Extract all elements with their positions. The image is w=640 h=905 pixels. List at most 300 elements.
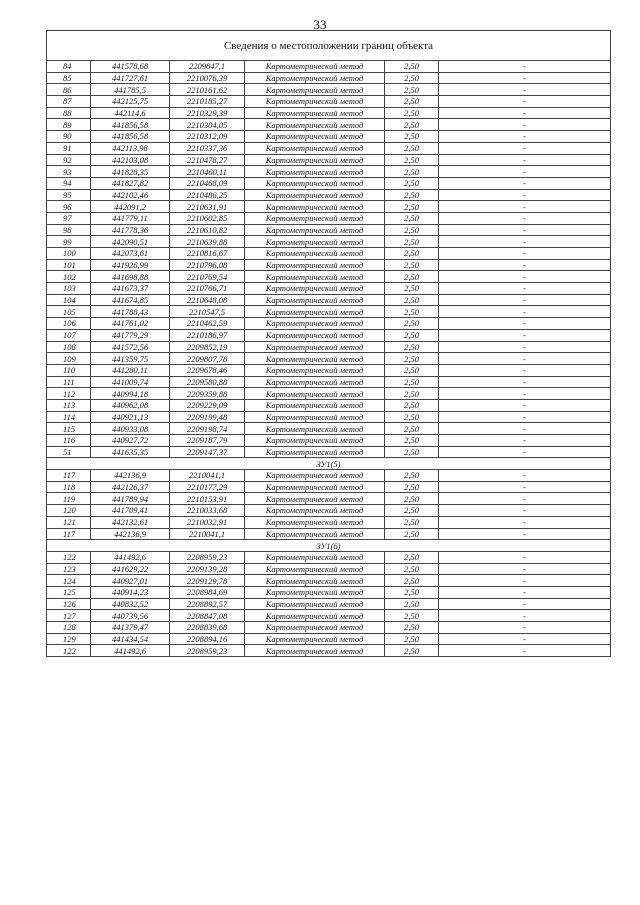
method-cell: Картометрический метод	[245, 84, 385, 96]
x-coordinate-cell: 442136,9	[91, 528, 170, 540]
method-cell: Картометрический метод	[245, 645, 385, 657]
y-coordinate-cell: 2209852,19	[170, 341, 245, 353]
y-coordinate-cell: 2209199,48	[170, 411, 245, 423]
note-cell: -	[439, 586, 611, 598]
table-row	[47, 633, 611, 645]
method-cell: Картометрический метод	[245, 271, 385, 283]
accuracy-cell: 2,50	[385, 131, 439, 143]
y-coordinate-cell: 2209139,28	[170, 563, 245, 575]
x-coordinate-cell: 442091,2	[91, 201, 170, 213]
point-number-cell: 89	[47, 119, 91, 131]
section-row	[47, 540, 611, 552]
y-coordinate-cell: 2209198,74	[170, 423, 245, 435]
accuracy-cell: 2,50	[385, 142, 439, 154]
method-cell: Картометрический метод	[245, 435, 385, 447]
table-row	[47, 598, 611, 610]
accuracy-cell: 2,50	[385, 423, 439, 435]
method-cell: Картометрический метод	[245, 119, 385, 131]
y-coordinate-cell: 2210076,39	[170, 72, 245, 84]
y-coordinate-cell: 2208847,08	[170, 610, 245, 622]
point-number-cell: 99	[47, 236, 91, 248]
y-coordinate-cell: 2209129,78	[170, 575, 245, 587]
x-coordinate-cell: 441009,74	[91, 376, 170, 388]
method-cell: Картометрический метод	[245, 189, 385, 201]
note-cell: -	[439, 493, 611, 505]
y-coordinate-cell: 2210648,08	[170, 294, 245, 306]
y-coordinate-cell: 2210610,82	[170, 224, 245, 236]
method-cell: Картометрический метод	[245, 423, 385, 435]
method-cell: Картометрический метод	[245, 142, 385, 154]
table-row	[47, 563, 611, 575]
x-coordinate-cell: 442132,61	[91, 516, 170, 528]
x-coordinate-cell: 440994,18	[91, 388, 170, 400]
x-coordinate-cell: 441926,99	[91, 259, 170, 271]
accuracy-cell: 2,50	[385, 505, 439, 517]
y-coordinate-cell: 2209580,88	[170, 376, 245, 388]
method-cell: Картометрический метод	[245, 633, 385, 645]
point-number-cell: 126	[47, 598, 91, 610]
note-cell: -	[439, 294, 611, 306]
method-cell: Картометрический метод	[245, 306, 385, 318]
accuracy-cell: 2,50	[385, 446, 439, 458]
x-coordinate-cell: 441789,94	[91, 493, 170, 505]
point-number-cell: 118	[47, 481, 91, 493]
table-row	[47, 388, 611, 400]
table-row	[47, 470, 611, 482]
y-coordinate-cell: 2210460,11	[170, 166, 245, 178]
point-number-cell: 109	[47, 353, 91, 365]
method-cell: Картометрический метод	[245, 551, 385, 563]
y-coordinate-cell: 2208984,69	[170, 586, 245, 598]
table-row	[47, 96, 611, 108]
x-coordinate-cell: 441379,47	[91, 622, 170, 634]
x-coordinate-cell: 441572,56	[91, 341, 170, 353]
method-cell: Картометрический метод	[245, 516, 385, 528]
point-number-cell: 96	[47, 201, 91, 213]
note-cell: -	[439, 131, 611, 143]
point-number-cell: 113	[47, 399, 91, 411]
x-coordinate-cell: 441779,29	[91, 329, 170, 341]
y-coordinate-cell: 2210337,36	[170, 142, 245, 154]
y-coordinate-cell: 2208892,57	[170, 598, 245, 610]
table-row	[47, 586, 611, 598]
point-number-cell: 92	[47, 154, 91, 166]
accuracy-cell: 2,50	[385, 283, 439, 295]
accuracy-cell: 2,50	[385, 84, 439, 96]
page-number: 33	[313, 17, 327, 32]
accuracy-cell: 2,50	[385, 318, 439, 330]
y-coordinate-cell: 2210329,39	[170, 107, 245, 119]
point-number-cell: 87	[47, 96, 91, 108]
table-row	[47, 329, 611, 341]
accuracy-cell: 2,50	[385, 166, 439, 178]
y-coordinate-cell: 2210468,09	[170, 177, 245, 189]
table-row	[47, 294, 611, 306]
table-row	[47, 201, 611, 213]
accuracy-cell: 2,50	[385, 107, 439, 119]
method-cell: Картометрический метод	[245, 470, 385, 482]
accuracy-cell: 2,50	[385, 119, 439, 131]
table-row	[47, 645, 611, 657]
point-number-cell: 97	[47, 212, 91, 224]
method-cell: Картометрический метод	[245, 236, 385, 248]
x-coordinate-cell: 441492,6	[91, 551, 170, 563]
x-coordinate-cell: 441674,85	[91, 294, 170, 306]
accuracy-cell: 2,50	[385, 411, 439, 423]
table-row	[47, 166, 611, 178]
y-coordinate-cell: 2208894,16	[170, 633, 245, 645]
table-row	[47, 84, 611, 96]
table-row	[47, 364, 611, 376]
point-number-cell: 90	[47, 131, 91, 143]
y-coordinate-cell: 2208959,23	[170, 645, 245, 657]
note-cell: -	[439, 96, 611, 108]
point-number-cell: 106	[47, 318, 91, 330]
accuracy-cell: 2,50	[385, 622, 439, 634]
x-coordinate-cell: 441434,54	[91, 633, 170, 645]
note-cell: -	[439, 341, 611, 353]
x-coordinate-cell: 441280,11	[91, 364, 170, 376]
point-number-cell: 91	[47, 142, 91, 154]
method-cell: Картометрический метод	[245, 329, 385, 341]
y-coordinate-cell: 2210796,08	[170, 259, 245, 271]
boundary-coordinates-table	[46, 30, 611, 657]
y-coordinate-cell: 2210769,54	[170, 271, 245, 283]
table-row	[47, 189, 611, 201]
x-coordinate-cell: 441828,35	[91, 166, 170, 178]
note-cell: -	[439, 610, 611, 622]
y-coordinate-cell: 2210304,05	[170, 119, 245, 131]
point-number-cell: 86	[47, 84, 91, 96]
accuracy-cell: 2,50	[385, 586, 439, 598]
note-cell: -	[439, 575, 611, 587]
y-coordinate-cell: 2209359,88	[170, 388, 245, 400]
x-coordinate-cell: 442113,98	[91, 142, 170, 154]
accuracy-cell: 2,50	[385, 376, 439, 388]
point-number-cell: 111	[47, 376, 91, 388]
note-cell: -	[439, 212, 611, 224]
note-cell: -	[439, 446, 611, 458]
x-coordinate-cell: 442126,37	[91, 481, 170, 493]
method-cell: Картометрический метод	[245, 318, 385, 330]
note-cell: -	[439, 271, 611, 283]
point-number-cell: 51	[47, 446, 91, 458]
table-row	[47, 131, 611, 143]
note-cell: -	[439, 107, 611, 119]
accuracy-cell: 2,50	[385, 201, 439, 213]
y-coordinate-cell: 2209147,37	[170, 446, 245, 458]
note-cell: -	[439, 399, 611, 411]
method-cell: Картометрический метод	[245, 505, 385, 517]
note-cell: -	[439, 283, 611, 295]
y-coordinate-cell: 2210816,67	[170, 248, 245, 260]
note-cell: -	[439, 154, 611, 166]
note-cell: -	[439, 72, 611, 84]
accuracy-cell: 2,50	[385, 224, 439, 236]
point-number-cell: 93	[47, 166, 91, 178]
x-coordinate-cell: 440921,13	[91, 411, 170, 423]
accuracy-cell: 2,50	[385, 563, 439, 575]
y-coordinate-cell: 2210639,88	[170, 236, 245, 248]
note-cell: -	[439, 224, 611, 236]
y-coordinate-cell: 2210185,27	[170, 96, 245, 108]
accuracy-cell: 2,50	[385, 353, 439, 365]
x-coordinate-cell: 441629,22	[91, 563, 170, 575]
y-coordinate-cell: 2208839,68	[170, 622, 245, 634]
x-coordinate-cell: 442073,61	[91, 248, 170, 260]
note-cell: -	[439, 622, 611, 634]
x-coordinate-cell: 441635,35	[91, 446, 170, 458]
accuracy-cell: 2,50	[385, 575, 439, 587]
accuracy-cell: 2,50	[385, 470, 439, 482]
note-cell: -	[439, 598, 611, 610]
table-row	[47, 154, 611, 166]
point-number-cell: 88	[47, 107, 91, 119]
point-number-cell: 85	[47, 72, 91, 84]
note-cell: -	[439, 119, 611, 131]
table-row	[47, 142, 611, 154]
note-cell: -	[439, 645, 611, 657]
accuracy-cell: 2,50	[385, 364, 439, 376]
y-coordinate-cell: 2210486,25	[170, 189, 245, 201]
note-cell: -	[439, 61, 611, 73]
accuracy-cell: 2,50	[385, 493, 439, 505]
x-coordinate-cell: 442125,75	[91, 96, 170, 108]
note-cell: -	[439, 329, 611, 341]
note-cell: -	[439, 411, 611, 423]
accuracy-cell: 2,50	[385, 551, 439, 563]
x-coordinate-cell: 440914,23	[91, 586, 170, 598]
y-coordinate-cell: 2210041,1	[170, 470, 245, 482]
section-label: ЗУ1(6)	[47, 540, 611, 552]
y-coordinate-cell: 2210766,71	[170, 283, 245, 295]
x-coordinate-cell: 441359,75	[91, 353, 170, 365]
x-coordinate-cell: 441698,88	[91, 271, 170, 283]
note-cell: -	[439, 177, 611, 189]
note-cell: -	[439, 470, 611, 482]
x-coordinate-cell: 441709,41	[91, 505, 170, 517]
note-cell: -	[439, 166, 611, 178]
note-cell: -	[439, 633, 611, 645]
y-coordinate-cell: 2209678,46	[170, 364, 245, 376]
y-coordinate-cell: 2209187,79	[170, 435, 245, 447]
point-number-cell: 129	[47, 633, 91, 645]
note-cell: -	[439, 376, 611, 388]
method-cell: Картометрический метод	[245, 294, 385, 306]
method-cell: Картометрический метод	[245, 598, 385, 610]
table-row	[47, 283, 611, 295]
table-row	[47, 236, 611, 248]
note-cell: -	[439, 481, 611, 493]
point-number-cell: 110	[47, 364, 91, 376]
note-cell: -	[439, 435, 611, 447]
accuracy-cell: 2,50	[385, 96, 439, 108]
accuracy-cell: 2,50	[385, 236, 439, 248]
x-coordinate-cell: 440933,08	[91, 423, 170, 435]
method-cell: Картометрический метод	[245, 446, 385, 458]
table-row	[47, 528, 611, 540]
accuracy-cell: 2,50	[385, 306, 439, 318]
accuracy-cell: 2,50	[385, 598, 439, 610]
method-cell: Картометрический метод	[245, 283, 385, 295]
table-row	[47, 341, 611, 353]
x-coordinate-cell: 441761,02	[91, 318, 170, 330]
method-cell: Картометрический метод	[245, 610, 385, 622]
point-number-cell: 100	[47, 248, 91, 260]
note-cell: -	[439, 236, 611, 248]
point-number-cell: 101	[47, 259, 91, 271]
accuracy-cell: 2,50	[385, 388, 439, 400]
accuracy-cell: 2,50	[385, 248, 439, 260]
point-number-cell: 117	[47, 528, 91, 540]
table-row	[47, 446, 611, 458]
accuracy-cell: 2,50	[385, 154, 439, 166]
y-coordinate-cell: 2210312,09	[170, 131, 245, 143]
note-cell: -	[439, 318, 611, 330]
method-cell: Картометрический метод	[245, 528, 385, 540]
x-coordinate-cell: 441727,61	[91, 72, 170, 84]
note-cell: -	[439, 306, 611, 318]
y-coordinate-cell: 2210478,27	[170, 154, 245, 166]
table-row	[47, 353, 611, 365]
table-row	[47, 177, 611, 189]
table-row	[47, 259, 611, 271]
point-number-cell: 84	[47, 61, 91, 73]
method-cell: Картометрический метод	[245, 388, 385, 400]
x-coordinate-cell: 441578,68	[91, 61, 170, 73]
x-coordinate-cell: 441779,11	[91, 212, 170, 224]
table-body	[47, 61, 611, 657]
accuracy-cell: 2,50	[385, 633, 439, 645]
point-number-cell: 117	[47, 470, 91, 482]
point-number-cell: 105	[47, 306, 91, 318]
method-cell: Картометрический метод	[245, 201, 385, 213]
method-cell: Картометрический метод	[245, 353, 385, 365]
method-cell: Картометрический метод	[245, 399, 385, 411]
section-row	[47, 458, 611, 470]
note-cell: -	[439, 505, 611, 517]
x-coordinate-cell: 440832,52	[91, 598, 170, 610]
point-number-cell: 123	[47, 563, 91, 575]
y-coordinate-cell: 2210041,1	[170, 528, 245, 540]
x-coordinate-cell: 441492,6	[91, 645, 170, 657]
accuracy-cell: 2,50	[385, 271, 439, 283]
table-title: Сведения о местоположении границ объекта	[47, 31, 611, 61]
note-cell: -	[439, 259, 611, 271]
x-coordinate-cell: 441785,5	[91, 84, 170, 96]
x-coordinate-cell: 441856,58	[91, 131, 170, 143]
note-cell: -	[439, 353, 611, 365]
x-coordinate-cell: 442114,6	[91, 107, 170, 119]
point-number-cell: 102	[47, 271, 91, 283]
method-cell: Картометрический метод	[245, 586, 385, 598]
point-number-cell: 127	[47, 610, 91, 622]
table-row	[47, 271, 611, 283]
point-number-cell: 122	[47, 551, 91, 563]
table-row	[47, 610, 611, 622]
method-cell: Картометрический метод	[245, 107, 385, 119]
y-coordinate-cell: 2210177,29	[170, 481, 245, 493]
accuracy-cell: 2,50	[385, 528, 439, 540]
point-number-cell: 121	[47, 516, 91, 528]
y-coordinate-cell: 2210153,91	[170, 493, 245, 505]
x-coordinate-cell: 441673,37	[91, 283, 170, 295]
x-coordinate-cell: 440927,72	[91, 435, 170, 447]
table-row	[47, 493, 611, 505]
point-number-cell: 94	[47, 177, 91, 189]
method-cell: Картометрический метод	[245, 61, 385, 73]
y-coordinate-cell: 2210547,5	[170, 306, 245, 318]
table-row	[47, 622, 611, 634]
x-coordinate-cell: 441856,58	[91, 119, 170, 131]
y-coordinate-cell: 2210161,62	[170, 84, 245, 96]
point-number-cell: 114	[47, 411, 91, 423]
table-row	[47, 376, 611, 388]
method-cell: Картометрический метод	[245, 72, 385, 84]
accuracy-cell: 2,50	[385, 177, 439, 189]
point-number-cell: 116	[47, 435, 91, 447]
note-cell: -	[439, 423, 611, 435]
table-row	[47, 423, 611, 435]
y-coordinate-cell: 2209807,78	[170, 353, 245, 365]
accuracy-cell: 2,50	[385, 610, 439, 622]
method-cell: Картометрический метод	[245, 575, 385, 587]
table-row	[47, 318, 611, 330]
method-cell: Картометрический метод	[245, 376, 385, 388]
x-coordinate-cell: 441778,36	[91, 224, 170, 236]
table-row	[47, 224, 611, 236]
method-cell: Картометрический метод	[245, 481, 385, 493]
y-coordinate-cell: 2210631,91	[170, 201, 245, 213]
method-cell: Картометрический метод	[245, 248, 385, 260]
table-row	[47, 306, 611, 318]
method-cell: Картометрический метод	[245, 177, 385, 189]
table-row	[47, 435, 611, 447]
table-row	[47, 575, 611, 587]
accuracy-cell: 2,50	[385, 212, 439, 224]
table-row	[47, 399, 611, 411]
point-number-cell: 95	[47, 189, 91, 201]
note-cell: -	[439, 551, 611, 563]
y-coordinate-cell: 2210032,91	[170, 516, 245, 528]
accuracy-cell: 2,50	[385, 72, 439, 84]
x-coordinate-cell: 442103,08	[91, 154, 170, 166]
note-cell: -	[439, 388, 611, 400]
method-cell: Картометрический метод	[245, 411, 385, 423]
point-number-cell: 112	[47, 388, 91, 400]
table-row	[47, 481, 611, 493]
accuracy-cell: 2,50	[385, 481, 439, 493]
note-cell: -	[439, 142, 611, 154]
note-cell: -	[439, 84, 611, 96]
method-cell: Картометрический метод	[245, 224, 385, 236]
accuracy-cell: 2,50	[385, 341, 439, 353]
y-coordinate-cell: 2208959,23	[170, 551, 245, 563]
method-cell: Картометрический метод	[245, 563, 385, 575]
x-coordinate-cell: 440739,56	[91, 610, 170, 622]
method-cell: Картометрический метод	[245, 493, 385, 505]
x-coordinate-cell: 442090,51	[91, 236, 170, 248]
method-cell: Картометрический метод	[245, 154, 385, 166]
accuracy-cell: 2,50	[385, 259, 439, 271]
method-cell: Картометрический метод	[245, 166, 385, 178]
table-row	[47, 61, 611, 73]
x-coordinate-cell: 440962,08	[91, 399, 170, 411]
table-row	[47, 107, 611, 119]
method-cell: Картометрический метод	[245, 96, 385, 108]
method-cell: Картометрический метод	[245, 212, 385, 224]
point-number-cell: 98	[47, 224, 91, 236]
